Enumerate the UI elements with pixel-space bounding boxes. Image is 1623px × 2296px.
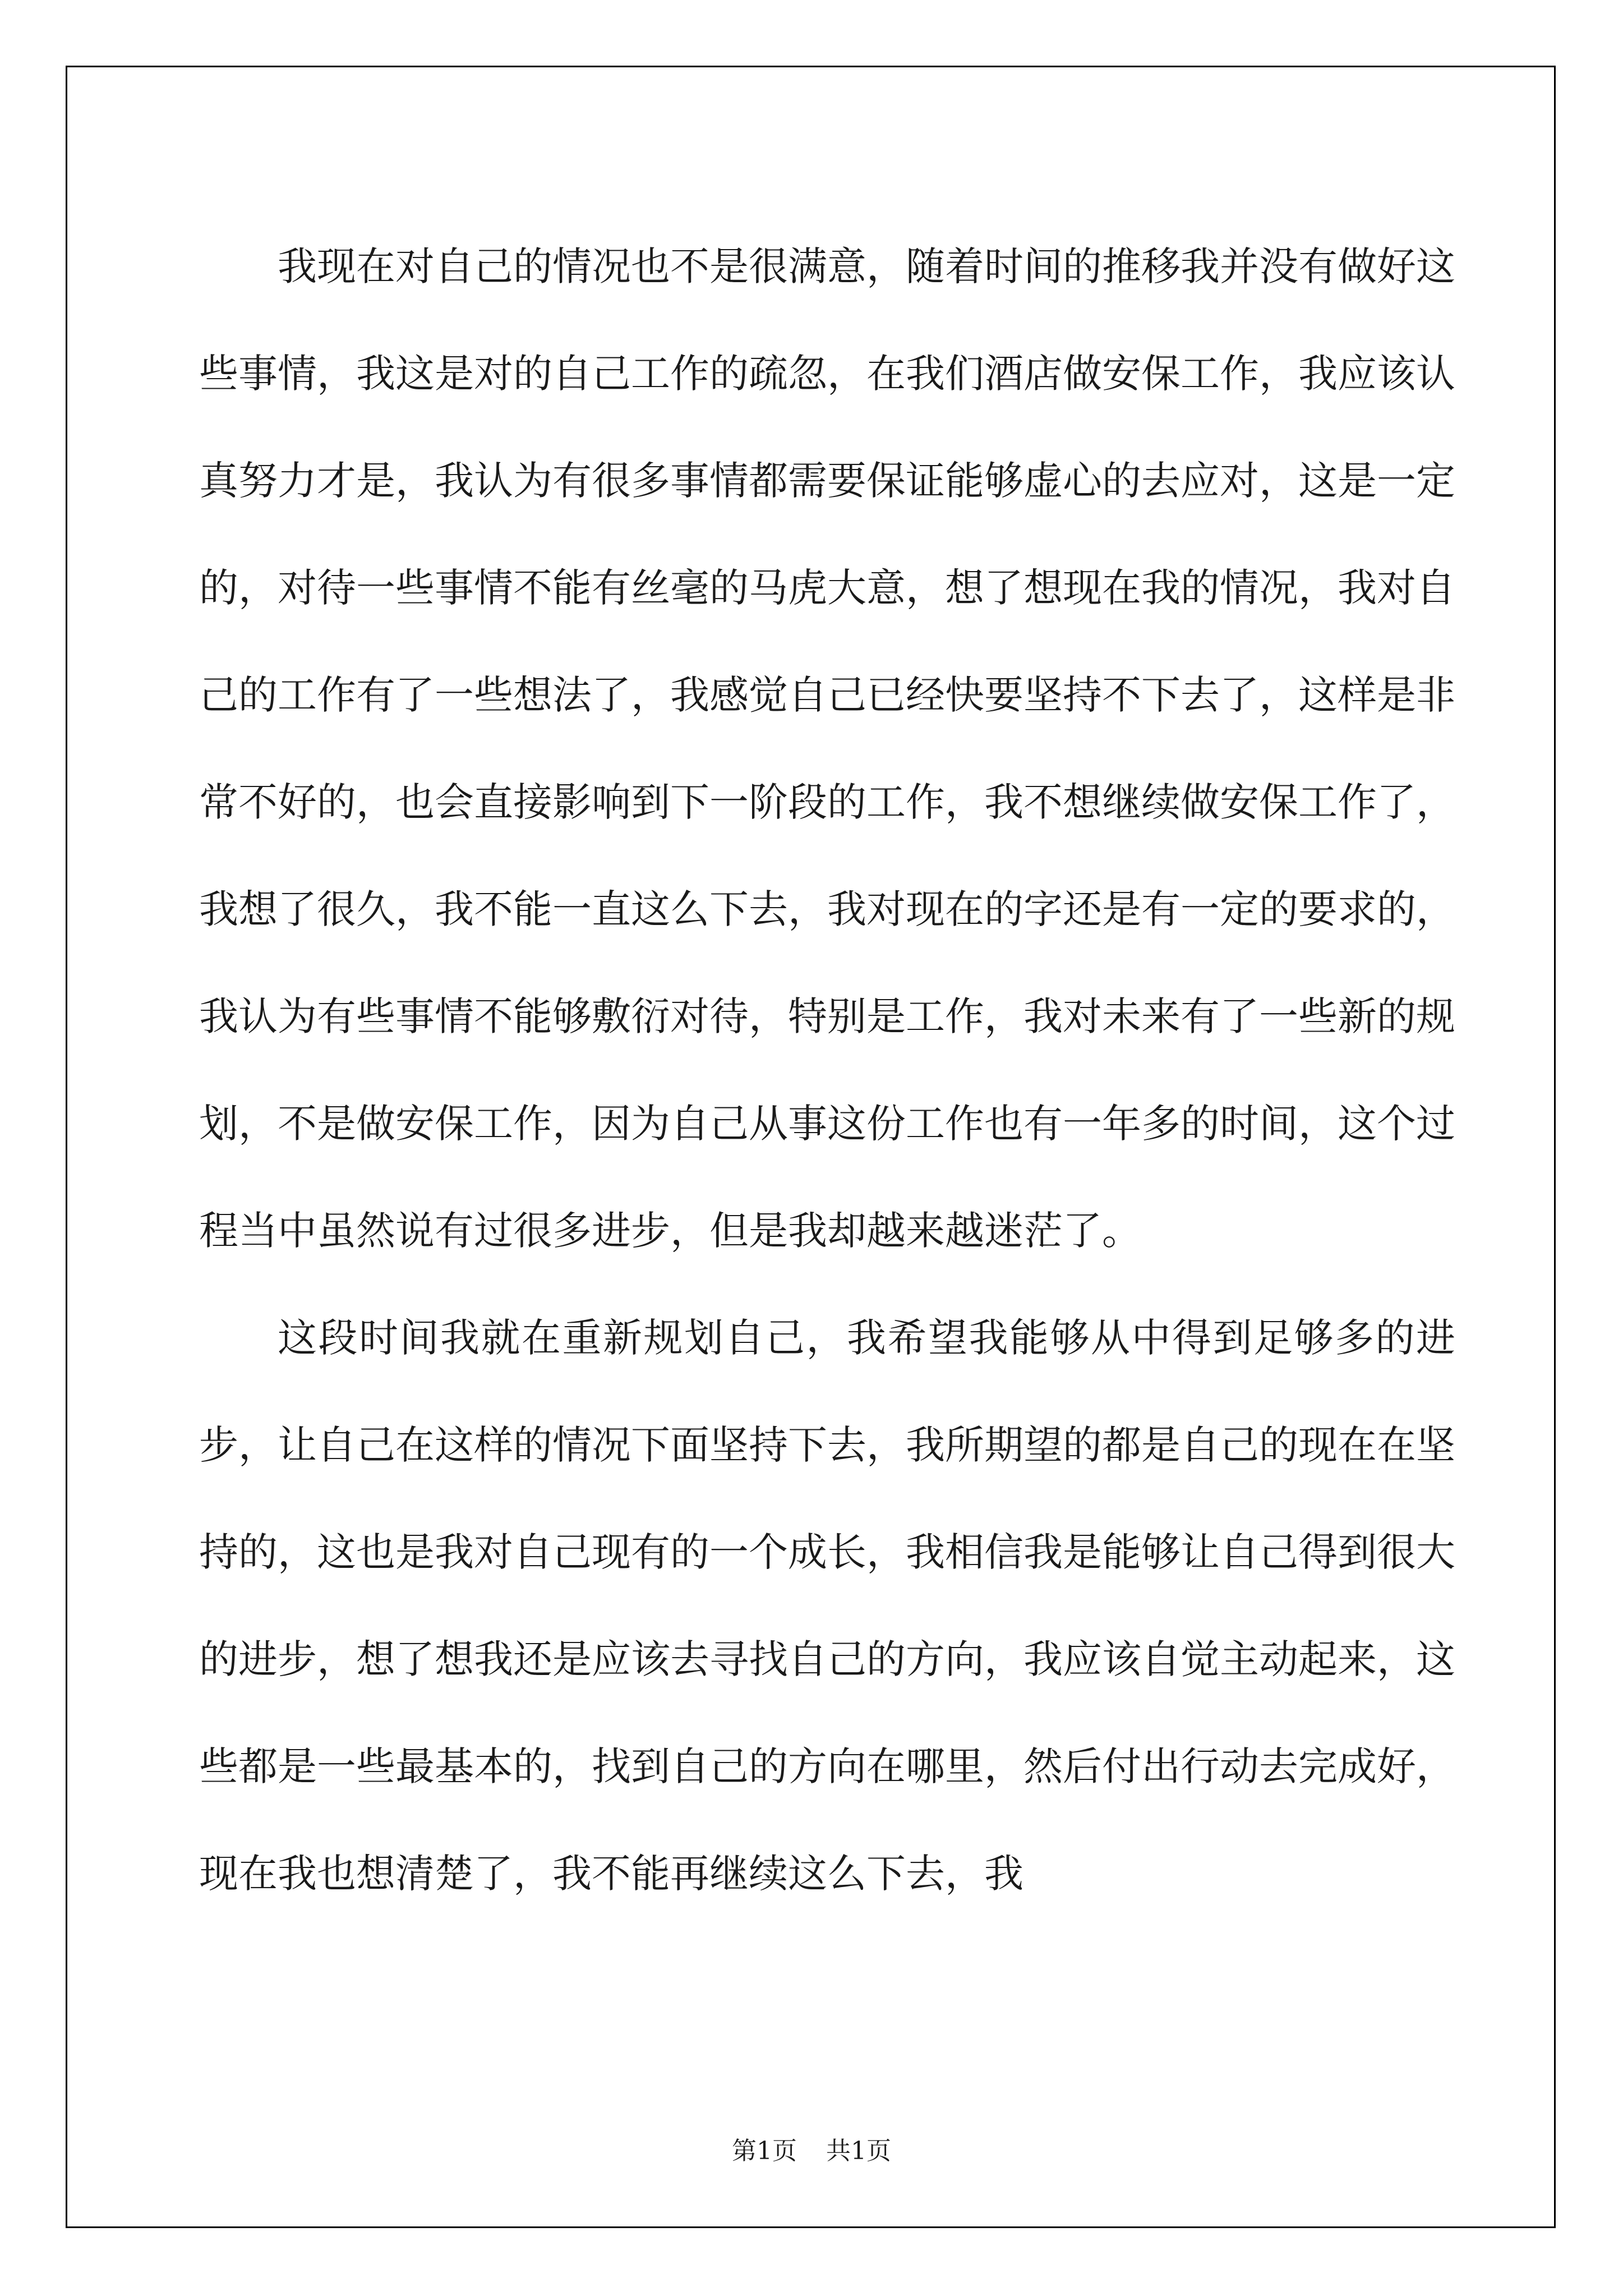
page-number: 第1页: [732, 2137, 797, 2165]
page-total: 共1页: [826, 2137, 891, 2165]
paragraph-1: 我现在对自己的情况也不是很满意，随着时间的推移我并没有做好这些事情，我这是对的自己工作的疏忽，在我们酒店做安保工作，我应该认真努力才是，我认为有很多事情都需要保证能够虚心的去应对，这是一定的，对待一些事情不能有丝毫的马虎大意，想了想现在我的情况，我对自己的工作有了一些想法了，我感觉自己已经快要坚持不下去了，这样是非常不好的，也会直接影响到下一阶段的工作，我不想继续做安保工作了，我想了很久，我不能一直这么下去，我对现在的字还是有一定的要求的，我认为有些事情不能够敷衍对待，特别是工作，我对未来有了一些新的规划，不是做安保工作，因为自己从事这份工作也有一年多的时间，这个过程当中虽然说有过很多进步，但是我却越来越迷茫了。: [199, 243, 1455, 1254]
document-body: [199, 213, 1455, 1927]
paragraph-2: 这段时间我就在重新规划自己，我希望我能够从中得到足够多的进步，让自己在这样的情况下面坚持下去，我所期望的都是自己的现在在坚持的，这也是我对自己现有的一个成长，我相信我是能够让自己得到很大的进步，想了想我还是应该去寻找自己的方向，我应该自觉主动起来，这些都是一些最基本的，找到自己的方向在哪里，然后付出行动去完成好，现在我也想清楚了，我不能再继续这么下去，我: [199, 1315, 1455, 1897]
page-footer: [0, 2134, 1623, 2168]
